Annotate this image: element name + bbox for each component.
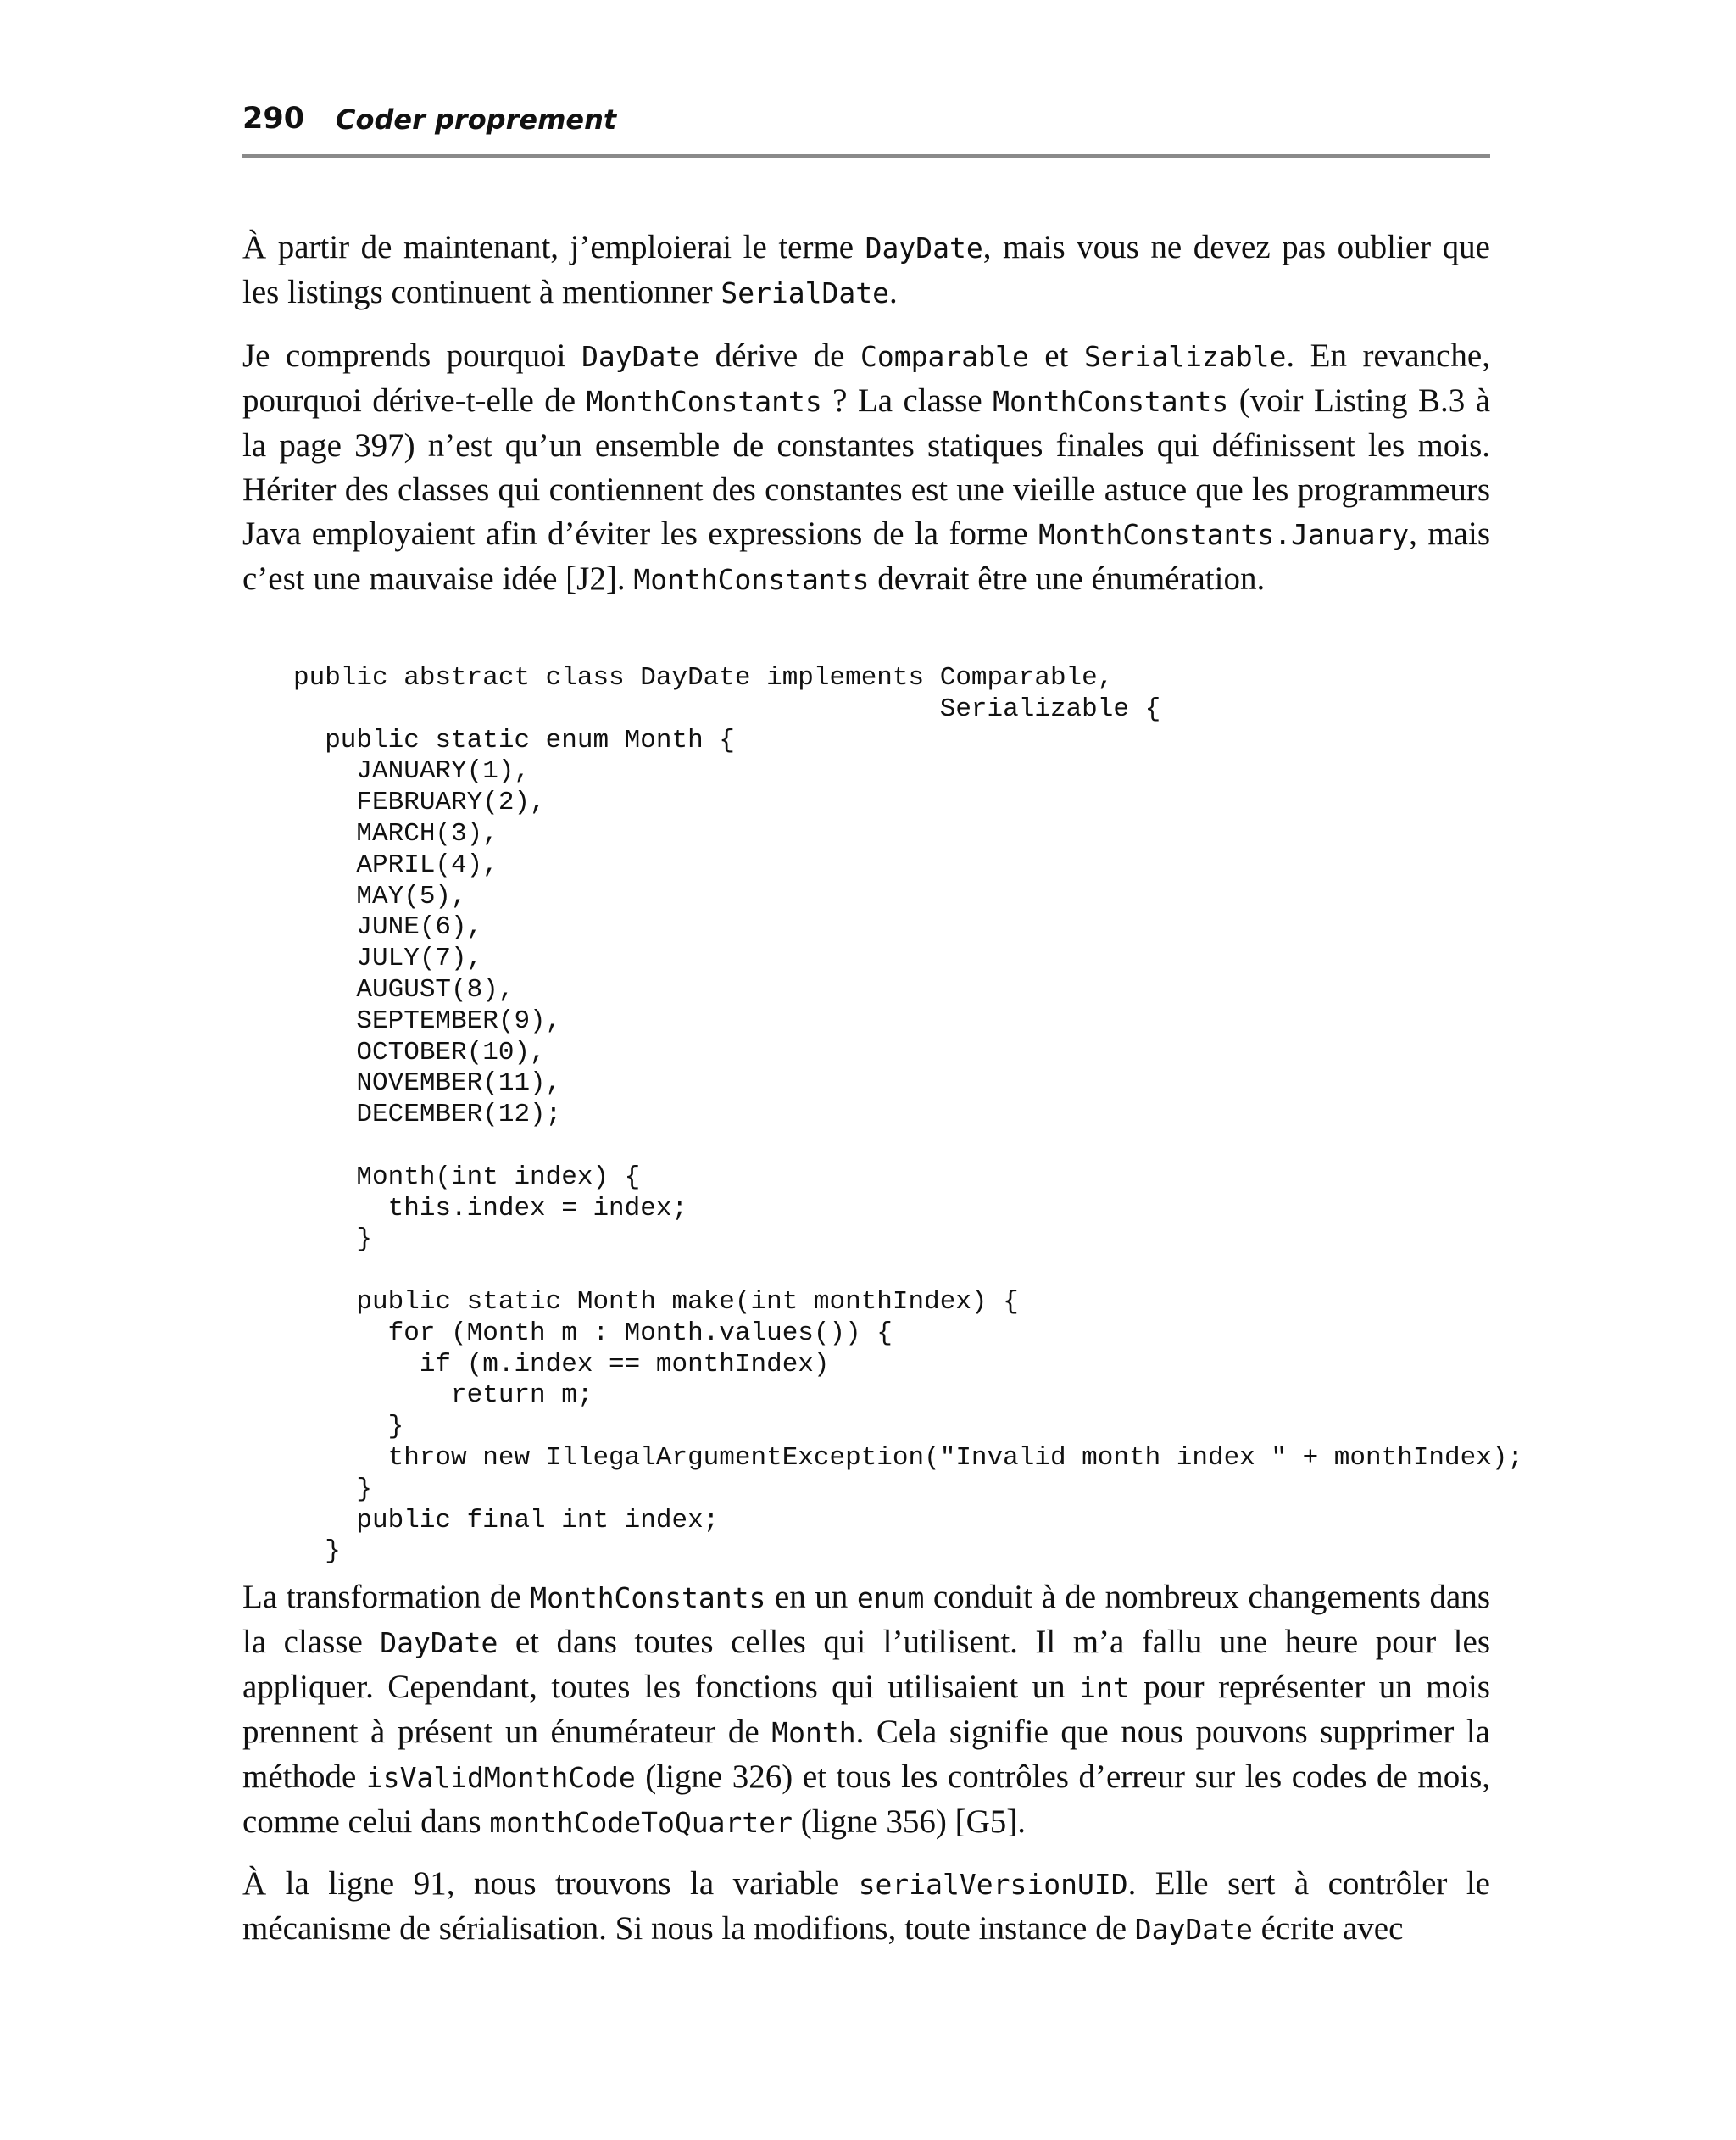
code-line: JUNE(6), <box>293 912 483 943</box>
code-identifier: MonthConstants <box>993 385 1229 418</box>
text-segment: . En revanche, pourquoi dérive-t-elle de <box>242 337 1490 419</box>
text-segment: conduit à de nombreux changements dans la classe <box>242 1579 1490 1660</box>
paragraph-enum-transformation <box>242 1575 1490 1845</box>
code-line: Serializable { <box>293 694 1161 724</box>
paragraph-intro <box>242 226 1490 315</box>
text-segment: et <box>1028 337 1084 374</box>
code-line: public final int index; <box>293 1505 720 1535</box>
code-line: OCTOBER(10), <box>293 1037 546 1067</box>
code-identifier: MonthConstants <box>586 385 822 418</box>
code-line: return m; <box>293 1380 593 1411</box>
code-line: throw new IllegalArgumentException("Invalid month index " + monthIndex); <box>293 1442 1524 1473</box>
code-identifier: DayDate <box>380 1626 498 1659</box>
text-segment: écrite avec <box>1252 1910 1404 1947</box>
code-line: SEPTEMBER(9), <box>293 1006 562 1036</box>
text-segment: À partir de maintenant, j’emploierai le terme <box>242 229 865 265</box>
text-segment: pour représenter un mois prennent à présent un énumérateur de <box>242 1669 1490 1750</box>
page-number: 290 <box>242 102 305 136</box>
code-line: } <box>293 1412 404 1442</box>
code-line: AUGUST(8), <box>293 974 515 1005</box>
text-segment: À la ligne 91, nous trouvons la variable <box>242 1865 859 1902</box>
code-line: JANUARY(1), <box>293 756 531 787</box>
code-line: MAY(5), <box>293 881 467 911</box>
code-line: this.index = index; <box>293 1193 688 1223</box>
code-line: Month(int index) { <box>293 1162 641 1192</box>
text-segment: devrait être une énumération. <box>869 560 1266 597</box>
code-identifier: Month <box>771 1716 856 1749</box>
code-identifier: int <box>1079 1671 1130 1704</box>
code-line: } <box>293 1536 341 1567</box>
paragraph-serialversionuid <box>242 1862 1490 1952</box>
code-identifier: enum <box>856 1581 925 1614</box>
running-title: Coder proprement <box>336 103 617 136</box>
code-line: JULY(7), <box>293 944 483 974</box>
code-line <box>293 1256 1523 1287</box>
code-line: public static enum Month { <box>293 725 735 755</box>
code-line: DECEMBER(12); <box>293 1100 562 1130</box>
code-identifier: DayDate <box>1134 1913 1253 1946</box>
text-segment: La transformation de <box>242 1579 531 1615</box>
text-segment: et dans toutes celles qui l’utilisent. Il m’a fallu une heure pour les appliquer. Cependant, toutes les fonctions qui utilisaient un <box>242 1624 1490 1705</box>
code-identifier: DayDate <box>865 231 983 265</box>
text-segment: (ligne 326) et tous les contrôles d’erreur sur les codes de mois, comme celui dans <box>242 1758 1490 1840</box>
code-line: for (Month m : Month.values()) { <box>293 1318 893 1348</box>
code-line: if (m.index == monthIndex) <box>293 1349 830 1379</box>
text-segment: ? La classe <box>821 382 993 419</box>
code-identifier: serialVersionUID <box>858 1868 1128 1901</box>
code-identifier: DayDate <box>581 340 700 373</box>
text-segment: en un <box>765 1579 857 1615</box>
page-header <box>242 100 1490 158</box>
code-identifier: MonthConstants.January <box>1038 518 1410 551</box>
code-identifier: isValidMonthCode <box>365 1761 636 1794</box>
text-segment: . Elle sert à contrôler le mécanisme de sérialisation. Si nous la modifions, toute instance de <box>242 1865 1490 1947</box>
code-identifier: SerialDate <box>721 276 890 309</box>
text-segment: . <box>889 274 898 310</box>
code-line: } <box>293 1474 373 1504</box>
code-line: NOVEMBER(11), <box>293 1068 562 1099</box>
paragraph-monthconstants <box>242 334 1490 602</box>
code-listing <box>293 663 1523 1568</box>
text-segment: , mais c’est une mauvaise idée [J2]. <box>242 515 1490 597</box>
code-identifier: Comparable <box>860 340 1029 373</box>
code-identifier: MonthConstants <box>530 1581 766 1614</box>
text-segment: (ligne 356) [G5]. <box>792 1803 1027 1840</box>
code-line: } <box>293 1224 373 1255</box>
text-segment: Je comprends pourquoi <box>242 337 582 374</box>
code-line: public abstract class DayDate implements Comparable, <box>293 663 1114 693</box>
code-identifier: MonthConstants <box>633 563 870 596</box>
text-segment: , mais vous ne devez pas oublier que les listings continuent à mentionner <box>242 229 1490 310</box>
text-segment: . Cela signifie que nous pouvons supprimer la méthode <box>242 1714 1490 1795</box>
code-line <box>293 1131 1523 1162</box>
code-line: MARCH(3), <box>293 818 498 849</box>
code-identifier: monthCodeToQuarter <box>489 1806 793 1839</box>
code-line: APRIL(4), <box>293 850 498 880</box>
text-segment: (voir Listing B.3 à la page 397) n’est qu’un ensemble de constantes statiques finales qui définissent les mois. Hériter des classes qui contiennent des constantes est une vieille astuce que les programmeurs Java employaient afin d’éviter les expressions de la forme <box>242 382 1490 552</box>
text-segment: dérive de <box>699 337 861 374</box>
code-identifier: Serializable <box>1083 340 1287 373</box>
code-line: public static Month make(int monthIndex) { <box>293 1286 1019 1317</box>
code-line: FEBRUARY(2), <box>293 788 546 818</box>
